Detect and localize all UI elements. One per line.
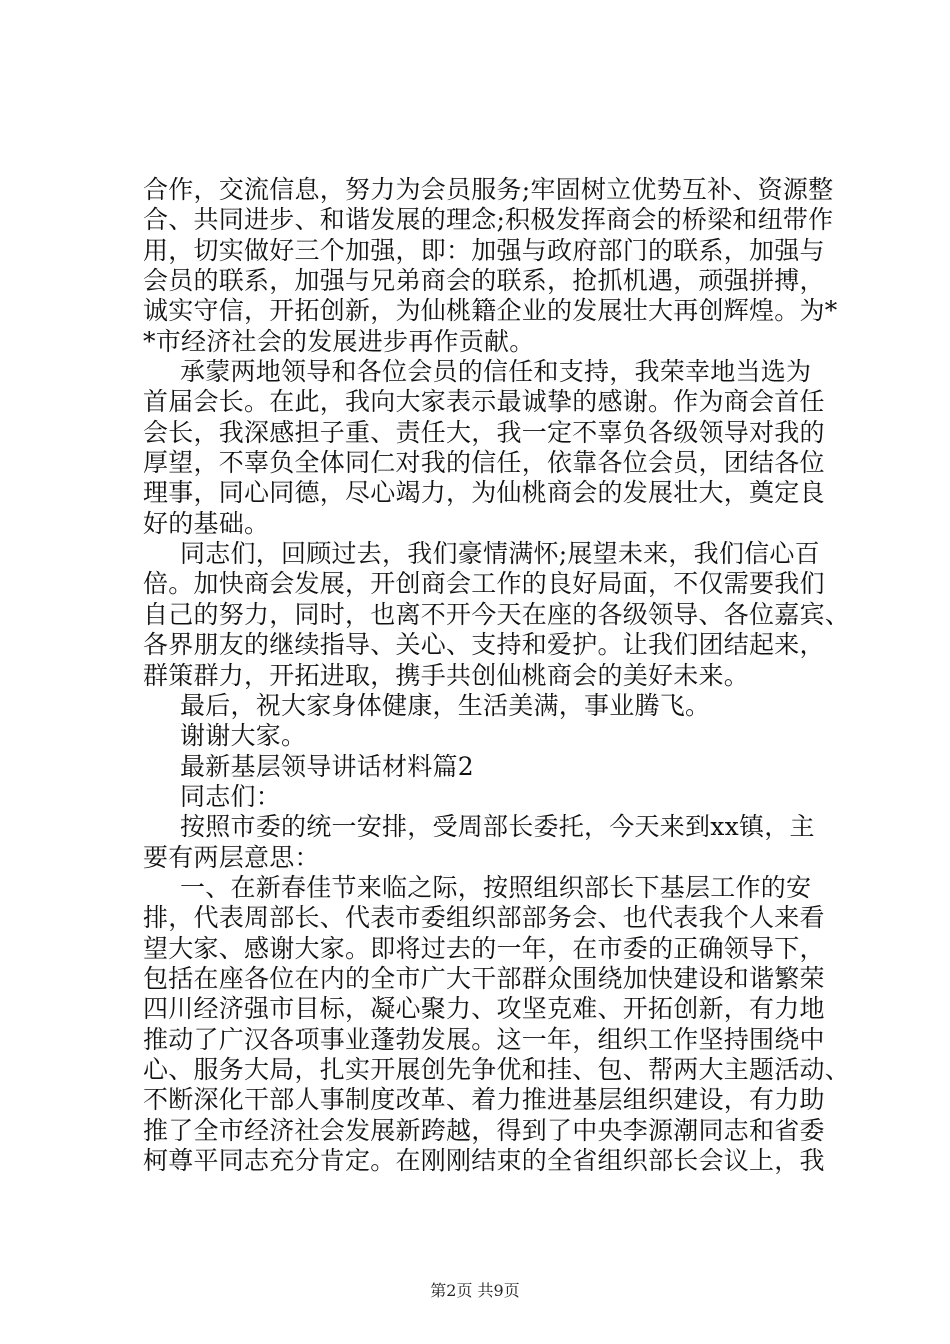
text-line: 自己的努力，同时，也离不开今天在座的各级领导、各位嘉宾、 <box>143 599 851 629</box>
text-line: 包括在座各位在内的全市广大干部群众围绕加快建设和谐繁荣 <box>143 963 825 993</box>
text-line: 不断深化干部人事制度改革、着力推进基层组织建设，有力助 <box>143 1085 825 1115</box>
text-line: 推动了广汉各项事业蓬勃发展。这一年，组织工作坚持围绕中 <box>143 1024 825 1054</box>
text-line: 四川经济强市目标，凝心聚力、攻坚克难、开拓创新，有力地 <box>143 994 825 1024</box>
text-line: 各界朋友的继续指导、关心、支持和爱护。让我们团结起来， <box>143 630 825 660</box>
text-line: 推了全市经济社会发展新跨越，得到了中央李源潮同志和省委 <box>143 1115 825 1145</box>
page-number-footer: 第2页 共9页 <box>430 1281 520 1300</box>
text-line: 要有两层意思： <box>143 842 320 872</box>
text-line: 厚望，不辜负全体同仁对我的信任，依靠各位会员，团结各位 <box>143 448 825 478</box>
text-line: 心、服务大局，扎实开展创先争优和挂、包、帮两大主题活动、 <box>143 1054 851 1084</box>
text-line: 排，代表周部长、代表市委组织部部务会、也代表我个人来看 <box>143 903 825 933</box>
text-line: 望大家、感谢大家。即将过去的一年，在市委的正确领导下， <box>143 933 825 963</box>
text-line: 合、共同进步、和谐发展的理念;积极发挥商会的桥梁和纽带作 <box>143 205 834 235</box>
text-line: 诚实守信，开拓创新，为仙桃籍企业的发展壮大再创辉煌。为* <box>143 296 838 326</box>
text-line: 谢谢大家。 <box>180 721 307 751</box>
text-line: 好的基础。 <box>143 508 270 538</box>
body-text <box>143 175 851 1176</box>
text-line: 最新基层领导讲话材料篇2 <box>180 751 474 781</box>
text-line: 会长，我深感担子重、责任大，我一定不辜负各级领导对我的 <box>143 417 825 447</box>
text-line: 倍。加快商会发展，开创商会工作的良好局面，不仅需要我们 <box>143 569 825 599</box>
text-line: 承蒙两地领导和各位会员的信任和支持，我荣幸地当选为 <box>180 357 812 387</box>
text-line: 用，切实做好三个加强，即：加强与政府部门的联系，加强与 <box>143 235 825 265</box>
text-line: 群策群力，开拓进取，携手共创仙桃商会的美好未来。 <box>143 660 750 690</box>
text-line: 首届会长。在此，我向大家表示最诚挚的感谢。作为商会首任 <box>143 387 825 417</box>
text-line: 柯尊平同志充分肯定。在刚刚结束的全省组织部长会议上，我 <box>143 1146 825 1175</box>
text-line: 同志们： <box>180 781 282 811</box>
text-line: 会员的联系，加强与兄弟商会的联系，抢抓机遇，顽强拼搏， <box>143 266 825 296</box>
text-line: 最后，祝大家身体健康，生活美满，事业腾飞。 <box>180 690 711 720</box>
text-line: 按照市委的统一安排，受周部长委托，今天来到xx镇，主 <box>180 812 815 842</box>
text-line: 同志们，回顾过去，我们豪情满怀;展望未来，我们信心百 <box>180 539 820 569</box>
text-line: 合作，交流信息，努力为会员服务;牢固树立优势互补、资源整 <box>143 175 834 204</box>
text-line: 理事，同心同德，尽心竭力，为仙桃商会的发展壮大，奠定良 <box>143 478 825 508</box>
text-line: 一、在新春佳节来临之际，按照组织部长下基层工作的安 <box>180 872 812 902</box>
text-line: *市经济社会的发展进步再作贡献。 <box>143 326 535 356</box>
